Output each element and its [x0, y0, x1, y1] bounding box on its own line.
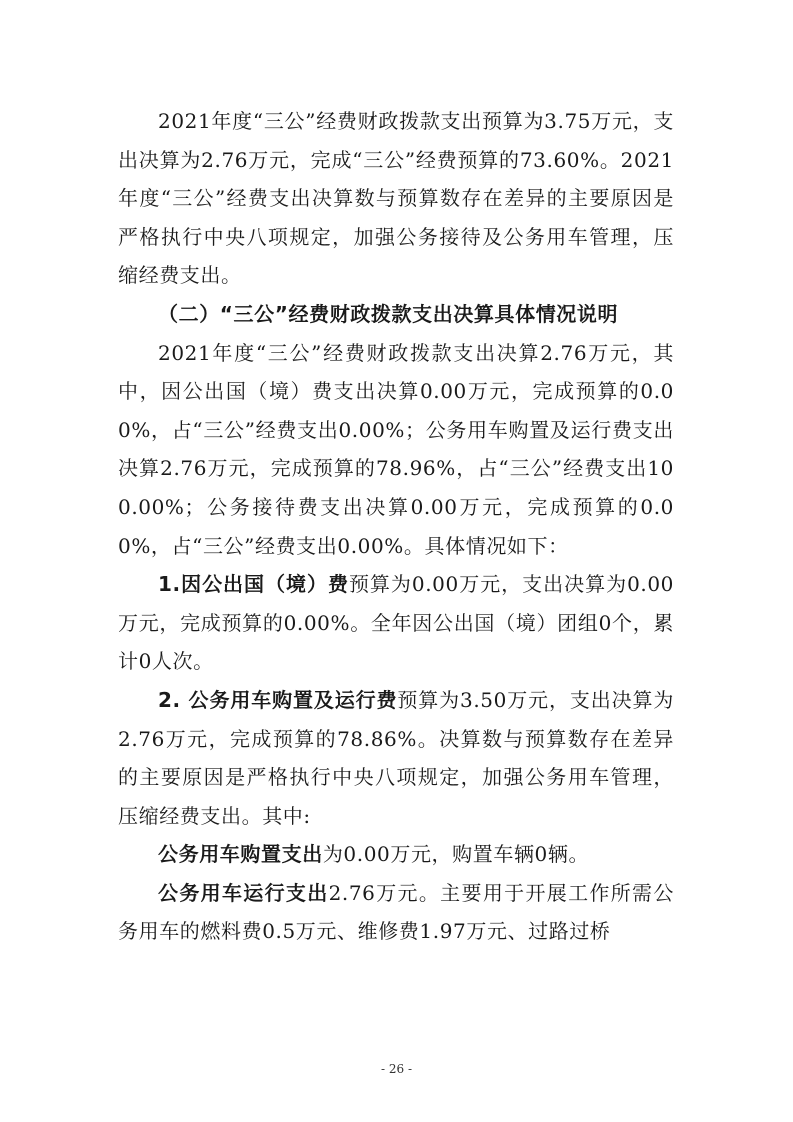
page-number: - 26 - [380, 1062, 412, 1076]
paragraph-overseas-travel [118, 565, 674, 681]
paragraph-vehicle-operation [118, 874, 674, 951]
vehicle-operation-label: 公务用车运行支出 [158, 880, 329, 905]
vehicle-cost-label: 2. 公务用车购置及运行费 [158, 687, 398, 712]
paragraph-vehicle-cost [118, 681, 674, 835]
overseas-travel-label: 1.因公出国（境）费 [158, 572, 349, 597]
vehicle-purchase-label: 公务用车购置支出 [158, 842, 323, 867]
overseas-travel-text: 预算为0.00万元，支出决算为0.00万元，完成预算的0.00%。全年因公出国（境）团组0个，累计0人次。 [118, 572, 674, 674]
document-body [118, 102, 674, 951]
vehicle-operation-text: 2.76万元。主要用于开展工作所需公务用车的燃料费0.5万元、维修费1.97万元、过路过桥 [118, 880, 674, 944]
vehicle-purchase-text: 为0.00万元，购置车辆0辆。 [322, 842, 590, 867]
paragraph-vehicle-purchase [118, 835, 674, 874]
paragraph-expenditure-detail: 2021年度“三公”经费财政拨款支出决算2.76万元，其中，因公出国（境）费支出决算0.00万元，完成预算的0.00%，占“三公”经费支出0.00%；公务用车购置及运行费支出决算2.76万元，完成预算的78.96%，占“三公”经费支出100.00%；公务接待费支出决算0.00万元，完成预算的0.00%，占“三公”经费支出0.00%。具体情况如下： [118, 340, 674, 558]
vehicle-cost-text: 预算为3.50万元，支出决算为2.76万元，完成预算的78.86%。决算数与预算数存在差异的主要原因是严格执行中央八项规定，加强公务用车管理，压缩经费支出。其中: [118, 687, 674, 828]
paragraph-budget-summary: 2021年度“三公”经费财政拨款支出预算为3.75万元，支出决算为2.76万元，完成“三公”经费预算的73.60%。2021年度“三公”经费支出决算数与预算数存在差异的主要原因是严格执行中央八项规定，加强公务接待及公务用车管理，压缩经费支出。 [118, 109, 674, 288]
section-heading: （二）“三公”经费财政拨款支出决算具体情况说明 [158, 301, 619, 326]
